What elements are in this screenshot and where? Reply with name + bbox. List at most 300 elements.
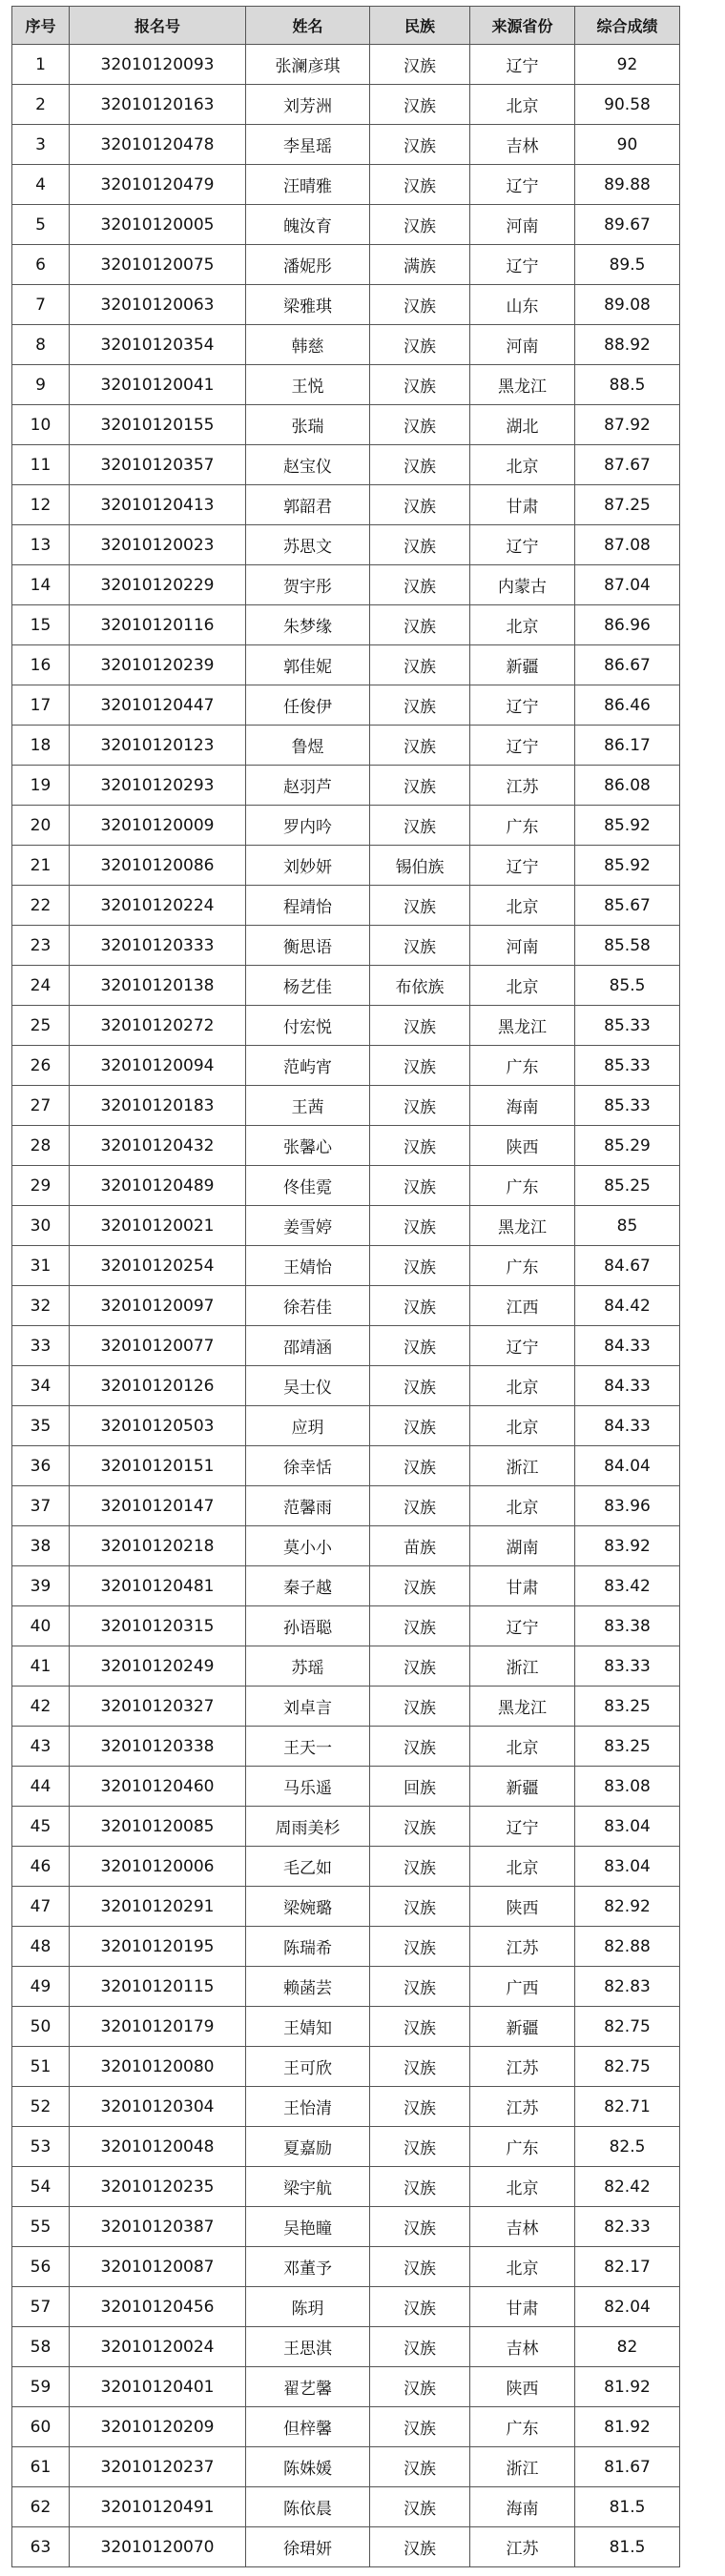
cell-name: 鲁煜 (246, 726, 370, 766)
table-row (12, 1767, 680, 1807)
table-row (12, 1887, 680, 1927)
cell-province: 广东 (470, 1046, 575, 1086)
cell-ethnicity: 布依族 (370, 966, 470, 1006)
cell-seq: 16 (12, 645, 70, 685)
table-row (12, 2007, 680, 2047)
cell-seq: 1 (12, 45, 70, 85)
cell-score: 92 (575, 45, 680, 85)
cell-province: 黑龙江 (470, 365, 575, 405)
cell-province: 陕西 (470, 2367, 575, 2407)
cell-registration-no: 32010120087 (70, 2247, 246, 2287)
cell-registration-no: 32010120479 (70, 165, 246, 205)
cell-name: 范馨雨 (246, 1486, 370, 1526)
cell-ethnicity: 汉族 (370, 926, 470, 966)
cell-seq: 12 (12, 485, 70, 525)
cell-seq: 19 (12, 766, 70, 806)
cell-score: 90.58 (575, 85, 680, 125)
cell-province: 北京 (470, 1486, 575, 1526)
cell-ethnicity: 汉族 (370, 2527, 470, 2567)
cell-registration-no: 32010120075 (70, 245, 246, 285)
cell-name: 罗内吟 (246, 806, 370, 846)
cell-province: 北京 (470, 1727, 575, 1767)
cell-score: 90 (575, 125, 680, 165)
cell-score: 81.92 (575, 2367, 680, 2407)
cell-score: 82.04 (575, 2287, 680, 2327)
cell-score: 81.67 (575, 2447, 680, 2487)
cell-province: 北京 (470, 1847, 575, 1887)
cell-registration-no: 32010120070 (70, 2527, 246, 2567)
cell-score: 86.17 (575, 726, 680, 766)
cell-seq: 32 (12, 1286, 70, 1326)
table-row (12, 685, 680, 726)
table-row (12, 2287, 680, 2327)
cell-seq: 14 (12, 565, 70, 605)
cell-registration-no: 32010120115 (70, 1967, 246, 2007)
cell-name: 李星瑶 (246, 125, 370, 165)
cell-score: 84.33 (575, 1326, 680, 1366)
cell-seq: 44 (12, 1767, 70, 1807)
cell-name: 朱梦缘 (246, 605, 370, 645)
table-row (12, 1566, 680, 1606)
cell-seq: 27 (12, 1086, 70, 1126)
cell-registration-no: 32010120116 (70, 605, 246, 645)
cell-name: 邓董予 (246, 2247, 370, 2287)
cell-ethnicity: 汉族 (370, 325, 470, 365)
table-row (12, 165, 680, 205)
cell-registration-no: 32010120333 (70, 926, 246, 966)
cell-registration-no: 32010120023 (70, 525, 246, 565)
table-row (12, 1246, 680, 1286)
table-row (12, 1847, 680, 1887)
cell-score: 86.96 (575, 605, 680, 645)
header-ethnicity: 民族 (370, 7, 470, 45)
cell-province: 新疆 (470, 1767, 575, 1807)
cell-seq: 17 (12, 685, 70, 726)
cell-seq: 11 (12, 445, 70, 485)
cell-ethnicity: 锡伯族 (370, 846, 470, 886)
cell-seq: 61 (12, 2447, 70, 2487)
cell-seq: 52 (12, 2087, 70, 2127)
cell-province: 江苏 (470, 766, 575, 806)
cell-province: 江苏 (470, 2087, 575, 2127)
cell-name: 魄汝育 (246, 205, 370, 245)
cell-province: 辽宁 (470, 846, 575, 886)
cell-registration-no: 32010120254 (70, 1246, 246, 1286)
cell-registration-no: 32010120147 (70, 1486, 246, 1526)
cell-name: 张瑞 (246, 405, 370, 445)
cell-score: 88.92 (575, 325, 680, 365)
cell-name: 赵羽芦 (246, 766, 370, 806)
cell-name: 吴艳瞳 (246, 2207, 370, 2247)
table-row (12, 2207, 680, 2247)
cell-name: 刘妙妍 (246, 846, 370, 886)
cell-score: 82.5 (575, 2127, 680, 2167)
header-seq: 序号 (12, 7, 70, 45)
table-row (12, 1526, 680, 1566)
cell-registration-no: 32010120077 (70, 1326, 246, 1366)
cell-province: 河南 (470, 205, 575, 245)
table-row (12, 806, 680, 846)
cell-registration-no: 32010120006 (70, 1847, 246, 1887)
cell-seq: 29 (12, 1166, 70, 1206)
table-row (12, 1126, 680, 1166)
cell-ethnicity: 汉族 (370, 1486, 470, 1526)
cell-name: 陈玥 (246, 2287, 370, 2327)
cell-ethnicity: 汉族 (370, 2247, 470, 2287)
cell-score: 84.33 (575, 1366, 680, 1406)
cell-registration-no: 32010120315 (70, 1606, 246, 1646)
cell-registration-no: 32010120094 (70, 1046, 246, 1086)
cell-registration-no: 32010120387 (70, 2207, 246, 2247)
table-row (12, 365, 680, 405)
cell-province: 陕西 (470, 1126, 575, 1166)
cell-score: 81.5 (575, 2487, 680, 2527)
cell-ethnicity: 汉族 (370, 1046, 470, 1086)
cell-ethnicity: 汉族 (370, 445, 470, 485)
cell-province: 北京 (470, 2167, 575, 2207)
cell-province: 北京 (470, 2247, 575, 2287)
cell-registration-no: 32010120009 (70, 806, 246, 846)
table-row (12, 325, 680, 365)
cell-seq: 58 (12, 2327, 70, 2367)
cell-name: 翟艺馨 (246, 2367, 370, 2407)
table-row (12, 766, 680, 806)
cell-score: 85.92 (575, 846, 680, 886)
cell-score: 86.08 (575, 766, 680, 806)
cell-score: 83.96 (575, 1486, 680, 1526)
cell-registration-no: 32010120237 (70, 2447, 246, 2487)
cell-score: 82.92 (575, 1887, 680, 1927)
cell-score: 82.88 (575, 1927, 680, 1967)
cell-ethnicity: 汉族 (370, 125, 470, 165)
table-row (12, 1646, 680, 1687)
cell-province: 江苏 (470, 1927, 575, 1967)
table-row (12, 85, 680, 125)
table-row (12, 405, 680, 445)
cell-name: 范屿宵 (246, 1046, 370, 1086)
cell-seq: 42 (12, 1687, 70, 1727)
cell-province: 江苏 (470, 2047, 575, 2087)
cell-ethnicity: 汉族 (370, 1847, 470, 1887)
cell-ethnicity: 汉族 (370, 2127, 470, 2167)
cell-score: 82.75 (575, 2007, 680, 2047)
cell-registration-no: 32010120413 (70, 485, 246, 525)
table-row (12, 205, 680, 245)
cell-name: 汪晴雅 (246, 165, 370, 205)
cell-registration-no: 32010120005 (70, 205, 246, 245)
cell-name: 王婧怡 (246, 1246, 370, 1286)
cell-score: 84.67 (575, 1246, 680, 1286)
cell-name: 程靖怡 (246, 886, 370, 926)
cell-registration-no: 32010120097 (70, 1286, 246, 1326)
table-row (12, 2247, 680, 2287)
table-row (12, 2327, 680, 2367)
table-row (12, 926, 680, 966)
cell-ethnicity: 汉族 (370, 2487, 470, 2527)
cell-name: 周雨美杉 (246, 1807, 370, 1847)
cell-name: 郭佳妮 (246, 645, 370, 685)
cell-name: 徐幸恬 (246, 1446, 370, 1486)
cell-score: 82.42 (575, 2167, 680, 2207)
cell-province: 江苏 (470, 2527, 575, 2567)
cell-score: 81.5 (575, 2527, 680, 2567)
cell-seq: 39 (12, 1566, 70, 1606)
cell-score: 85.33 (575, 1006, 680, 1046)
cell-ethnicity: 汉族 (370, 1246, 470, 1286)
cell-name: 王怡清 (246, 2087, 370, 2127)
cell-seq: 15 (12, 605, 70, 645)
table-row (12, 2407, 680, 2447)
cell-ethnicity: 汉族 (370, 1927, 470, 1967)
table-row (12, 1807, 680, 1847)
cell-seq: 31 (12, 1246, 70, 1286)
cell-province: 辽宁 (470, 1807, 575, 1847)
cell-seq: 63 (12, 2527, 70, 2567)
cell-registration-no: 32010120239 (70, 645, 246, 685)
table-row (12, 1286, 680, 1326)
table-row (12, 1326, 680, 1366)
cell-province: 北京 (470, 1366, 575, 1406)
cell-province: 广东 (470, 2127, 575, 2167)
cell-seq: 48 (12, 1927, 70, 1967)
cell-name: 徐若佳 (246, 1286, 370, 1326)
cell-ethnicity: 苗族 (370, 1526, 470, 1566)
cell-registration-no: 32010120086 (70, 846, 246, 886)
cell-registration-no: 32010120195 (70, 1927, 246, 1967)
table-row (12, 1967, 680, 2007)
cell-seq: 54 (12, 2167, 70, 2207)
header-name: 姓名 (246, 7, 370, 45)
cell-seq: 59 (12, 2367, 70, 2407)
cell-name: 马乐遥 (246, 1767, 370, 1807)
cell-province: 湖南 (470, 1526, 575, 1566)
cell-score: 83.04 (575, 1847, 680, 1887)
cell-score: 89.08 (575, 285, 680, 325)
cell-name: 王可欣 (246, 2047, 370, 2087)
cell-ethnicity: 汉族 (370, 285, 470, 325)
cell-registration-no: 32010120489 (70, 1166, 246, 1206)
cell-ethnicity: 汉族 (370, 1166, 470, 1206)
cell-seq: 28 (12, 1126, 70, 1166)
cell-registration-no: 32010120447 (70, 685, 246, 726)
cell-seq: 46 (12, 1847, 70, 1887)
cell-score: 87.04 (575, 565, 680, 605)
cell-registration-no: 32010120235 (70, 2167, 246, 2207)
table-row (12, 45, 680, 85)
header-row (12, 7, 680, 45)
cell-ethnicity: 汉族 (370, 1366, 470, 1406)
cell-province: 广东 (470, 1246, 575, 1286)
cell-score: 85.67 (575, 886, 680, 926)
cell-province: 甘肃 (470, 1566, 575, 1606)
cell-score: 82.83 (575, 1967, 680, 2007)
results-table (11, 6, 680, 2567)
cell-name: 潘妮彤 (246, 245, 370, 285)
table-row (12, 1366, 680, 1406)
cell-score: 82.17 (575, 2247, 680, 2287)
cell-name: 贺宇彤 (246, 565, 370, 605)
cell-score: 82.33 (575, 2207, 680, 2247)
table-row (12, 1206, 680, 1246)
cell-name: 邵靖涵 (246, 1326, 370, 1366)
cell-province: 新疆 (470, 2007, 575, 2047)
cell-name: 王婧知 (246, 2007, 370, 2047)
cell-name: 付宏悦 (246, 1006, 370, 1046)
cell-score: 81.92 (575, 2407, 680, 2447)
cell-ethnicity: 汉族 (370, 2167, 470, 2207)
cell-score: 86.46 (575, 685, 680, 726)
cell-registration-no: 32010120291 (70, 1887, 246, 1927)
cell-ethnicity: 汉族 (370, 205, 470, 245)
cell-seq: 41 (12, 1646, 70, 1687)
cell-province: 甘肃 (470, 2287, 575, 2327)
cell-province: 湖北 (470, 405, 575, 445)
cell-seq: 13 (12, 525, 70, 565)
cell-seq: 43 (12, 1727, 70, 1767)
cell-name: 梁婉璐 (246, 1887, 370, 1927)
cell-ethnicity: 汉族 (370, 1006, 470, 1046)
cell-score: 83.25 (575, 1727, 680, 1767)
cell-seq: 10 (12, 405, 70, 445)
cell-province: 甘肃 (470, 485, 575, 525)
cell-registration-no: 32010120126 (70, 1366, 246, 1406)
cell-name: 吴士仪 (246, 1366, 370, 1406)
cell-ethnicity: 汉族 (370, 766, 470, 806)
cell-province: 海南 (470, 2487, 575, 2527)
cell-name: 梁雅琪 (246, 285, 370, 325)
cell-province: 浙江 (470, 1446, 575, 1486)
table-row (12, 445, 680, 485)
cell-name: 杨艺佳 (246, 966, 370, 1006)
cell-score: 87.92 (575, 405, 680, 445)
cell-ethnicity: 汉族 (370, 2007, 470, 2047)
cell-registration-no: 32010120093 (70, 45, 246, 85)
cell-score: 85.25 (575, 1166, 680, 1206)
cell-province: 辽宁 (470, 525, 575, 565)
cell-registration-no: 32010120024 (70, 2327, 246, 2367)
cell-ethnicity: 汉族 (370, 886, 470, 926)
cell-registration-no: 32010120163 (70, 85, 246, 125)
table-row (12, 2487, 680, 2527)
table-row (12, 1927, 680, 1967)
cell-registration-no: 32010120304 (70, 2087, 246, 2127)
cell-name: 陈姝媛 (246, 2447, 370, 2487)
cell-province: 广西 (470, 1967, 575, 2007)
cell-registration-no: 32010120183 (70, 1086, 246, 1126)
cell-province: 河南 (470, 926, 575, 966)
cell-province: 北京 (470, 445, 575, 485)
cell-seq: 45 (12, 1807, 70, 1847)
cell-province: 河南 (470, 325, 575, 365)
cell-ethnicity: 汉族 (370, 2087, 470, 2127)
table-row (12, 1086, 680, 1126)
cell-registration-no: 32010120357 (70, 445, 246, 485)
cell-score: 87.08 (575, 525, 680, 565)
cell-province: 黑龙江 (470, 1006, 575, 1046)
cell-province: 陕西 (470, 1887, 575, 1927)
cell-province: 广东 (470, 806, 575, 846)
cell-seq: 51 (12, 2047, 70, 2087)
cell-province: 吉林 (470, 2207, 575, 2247)
cell-ethnicity: 回族 (370, 1767, 470, 1807)
cell-name: 王茜 (246, 1086, 370, 1126)
cell-name: 陈瑞希 (246, 1927, 370, 1967)
cell-name: 陈依晨 (246, 2487, 370, 2527)
cell-registration-no: 32010120456 (70, 2287, 246, 2327)
cell-ethnicity: 汉族 (370, 1126, 470, 1166)
cell-name: 佟佳霓 (246, 1166, 370, 1206)
cell-name: 王天一 (246, 1727, 370, 1767)
cell-score: 82.75 (575, 2047, 680, 2087)
cell-province: 吉林 (470, 125, 575, 165)
cell-ethnicity: 汉族 (370, 405, 470, 445)
cell-ethnicity: 汉族 (370, 806, 470, 846)
cell-seq: 5 (12, 205, 70, 245)
cell-ethnicity: 汉族 (370, 85, 470, 125)
table-row (12, 1006, 680, 1046)
cell-name: 刘芳洲 (246, 85, 370, 125)
cell-registration-no: 32010120503 (70, 1406, 246, 1446)
cell-registration-no: 32010120021 (70, 1206, 246, 1246)
cell-registration-no: 32010120138 (70, 966, 246, 1006)
cell-score: 85.92 (575, 806, 680, 846)
cell-province: 广东 (470, 2407, 575, 2447)
cell-registration-no: 32010120327 (70, 1687, 246, 1727)
cell-province: 辽宁 (470, 726, 575, 766)
cell-score: 83.04 (575, 1807, 680, 1847)
cell-seq: 22 (12, 886, 70, 926)
table-row (12, 1486, 680, 1526)
cell-seq: 53 (12, 2127, 70, 2167)
cell-ethnicity: 汉族 (370, 1887, 470, 1927)
cell-score: 85.58 (575, 926, 680, 966)
cell-registration-no: 32010120293 (70, 766, 246, 806)
cell-seq: 6 (12, 245, 70, 285)
cell-registration-no: 32010120478 (70, 125, 246, 165)
cell-name: 苏思文 (246, 525, 370, 565)
cell-province: 广东 (470, 1166, 575, 1206)
cell-score: 84.42 (575, 1286, 680, 1326)
cell-ethnicity: 汉族 (370, 685, 470, 726)
cell-score: 83.92 (575, 1526, 680, 1566)
cell-province: 北京 (470, 1406, 575, 1446)
cell-seq: 20 (12, 806, 70, 846)
cell-name: 毛乙如 (246, 1847, 370, 1887)
cell-score: 82 (575, 2327, 680, 2367)
cell-score: 83.25 (575, 1687, 680, 1727)
cell-seq: 18 (12, 726, 70, 766)
cell-province: 辽宁 (470, 685, 575, 726)
cell-seq: 40 (12, 1606, 70, 1646)
cell-registration-no: 32010120432 (70, 1126, 246, 1166)
cell-registration-no: 32010120249 (70, 1646, 246, 1687)
cell-registration-no: 32010120080 (70, 2047, 246, 2087)
cell-name: 任俊伊 (246, 685, 370, 726)
cell-registration-no: 32010120209 (70, 2407, 246, 2447)
cell-registration-no: 32010120151 (70, 1446, 246, 1486)
cell-name: 孙语聪 (246, 1606, 370, 1646)
table-row (12, 1406, 680, 1446)
cell-ethnicity: 汉族 (370, 1446, 470, 1486)
cell-seq: 21 (12, 846, 70, 886)
cell-name: 赖菡芸 (246, 1967, 370, 2007)
cell-ethnicity: 汉族 (370, 1687, 470, 1727)
cell-name: 郭韶君 (246, 485, 370, 525)
cell-name: 梁宇航 (246, 2167, 370, 2207)
cell-registration-no: 32010120041 (70, 365, 246, 405)
cell-registration-no: 32010120048 (70, 2127, 246, 2167)
cell-province: 北京 (470, 605, 575, 645)
